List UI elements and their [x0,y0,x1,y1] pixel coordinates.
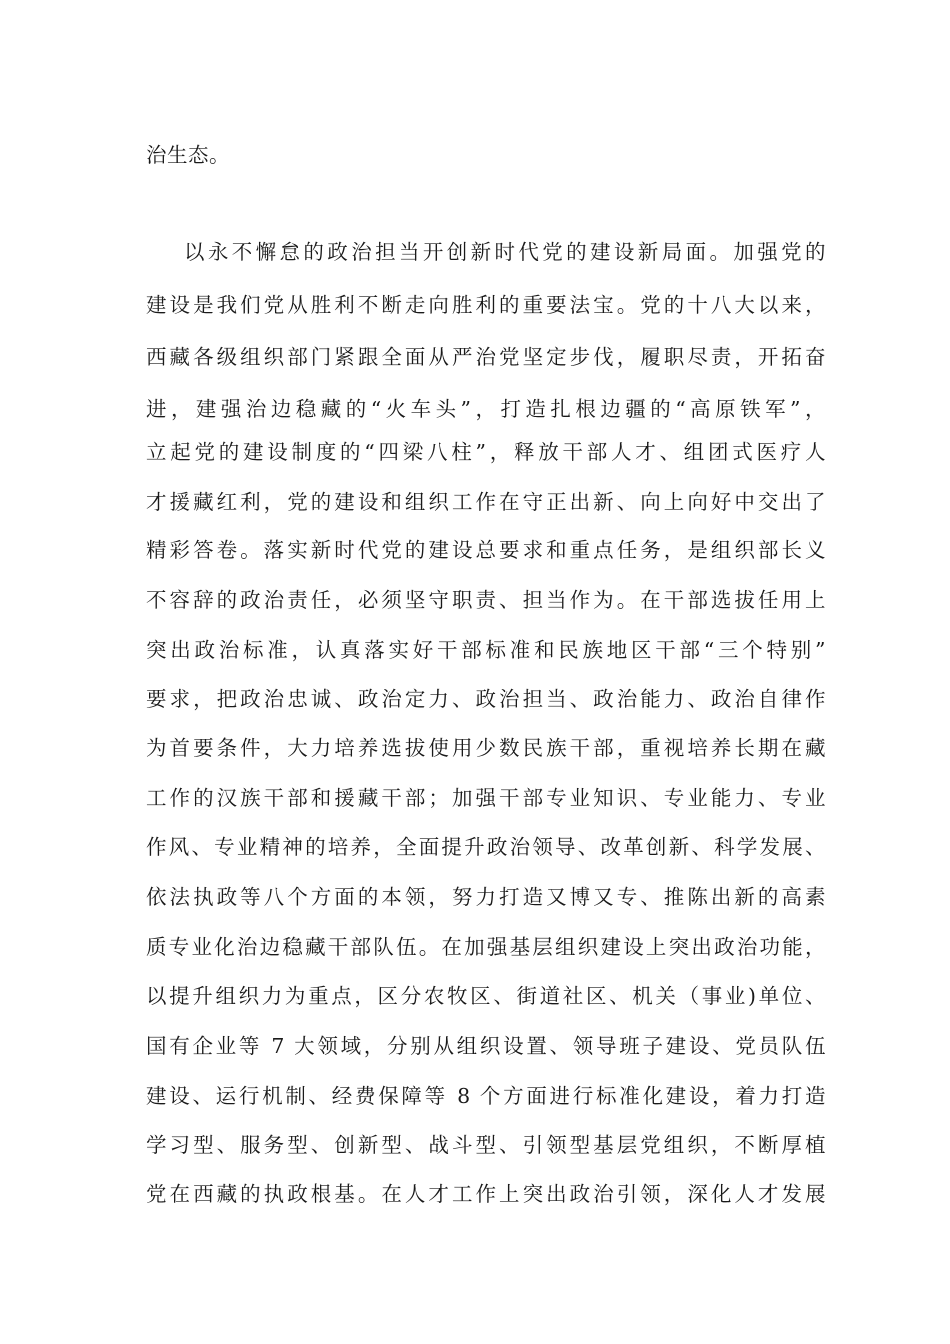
text-line: 作风、专业精神的培养，全面提升政治领导、改革创新、科学发展、 [146,835,826,859]
text-line: 进，建强治边稳藏的“火车头”，打造扎根边疆的“高原铁军”， [146,397,826,421]
text-line: 立起党的建设制度的“四梁八柱”，释放干部人才、组团式医疗人 [146,440,826,464]
text-line: 不容辞的政治责任，必须坚守职责、担当作为。在干部选拔任用上 [146,588,826,612]
text-line: 精彩答卷。落实新时代党的建设总要求和重点任务，是组织部长义 [146,538,826,562]
text-line: 党在西藏的执政根基。在人才工作上突出政治引领，深化人才发展 [146,1182,826,1206]
text-line: 建设是我们党从胜利不断走向胜利的重要法宝。党的十八大以来， [146,293,826,317]
text-line: 西藏各级组织部门紧跟全面从严治党坚定步伐，履职尽责，开拓奋 [146,345,826,369]
text-line: 以提升组织力为重点，区分农牧区、街道社区、机关（事业)单位、 [146,984,826,1008]
text-line: 突出政治标准，认真落实好干部标准和民族地区干部“三个特别” [146,638,826,662]
text-line: 才援藏红利，党的建设和组织工作在守正出新、向上向好中交出了 [146,490,826,514]
text-line: 学习型、服务型、创新型、战斗型、引领型基层党组织，不断厚植 [146,1133,826,1157]
text-line: 国有企业等 7 大领域，分别从组织设置、领导班子建设、党员队伍 [146,1034,826,1058]
text-line: 依法执政等八个方面的本领，努力打造又博又专、推陈出新的高素 [146,885,826,909]
text-line: 为首要条件，大力培养选拔使用少数民族干部，重视培养长期在藏 [146,736,826,760]
text-line: 建设、运行机制、经费保障等 8 个方面进行标准化建设，着力打造 [146,1084,826,1108]
text-line: 工作的汉族干部和援藏干部；加强干部专业知识、专业能力、专业 [146,786,826,810]
text-line: 要求，把政治忠诚、政治定力、政治担当、政治能力、政治自律作 [146,687,826,711]
text-line: 以永不懈怠的政治担当开创新时代党的建设新局面。加强党的 [184,240,826,264]
text-line: 质专业化治边稳藏干部队伍。在加强基层组织建设上突出政治功能， [146,935,826,959]
text-line: 治生态。 [146,143,230,167]
